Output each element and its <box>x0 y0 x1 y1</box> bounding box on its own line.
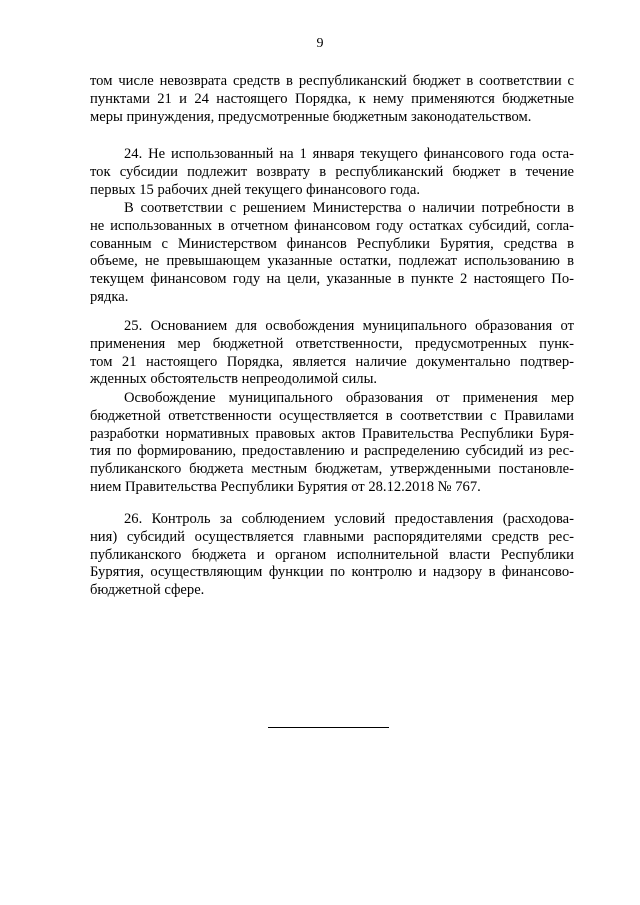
text-line: ния) субсидий осуществляется главными распорядителями средств рес- <box>90 528 574 545</box>
text-line: том 21 настоящего Порядка, является наличие документально подтвер- <box>90 353 574 370</box>
paragraph-24-continuation <box>90 200 574 307</box>
text-line: бюджетной сфере. <box>90 582 205 599</box>
paragraph-25-continuation <box>90 390 574 497</box>
text-line: бюджетной ответственности осуществляется в соответствии с Правилами <box>90 407 574 424</box>
text-line: первых 15 рабочих дней текущего финансового года. <box>90 181 421 198</box>
text-line: текущем финансовом году на цели, указанные в пункте 2 настоящего По- <box>90 271 574 288</box>
text-line: ток субсидии подлежит возврату в республиканский бюджет в течение <box>90 163 574 180</box>
text-line: рядка. <box>90 288 129 305</box>
paragraph-25 <box>90 318 574 389</box>
page-number: 9 <box>316 36 324 51</box>
text-line: меры принуждения, предусмотренные бюджетным законодательством. <box>90 108 532 125</box>
text-line: тия по формированию, предоставлению и распределению субсидий из рес- <box>90 443 574 460</box>
text-line: разработки нормативных правовых актов Правительства Республики Буря- <box>90 425 574 442</box>
text-line: применения мер бюджетной ответственности, предусмотренных пунк- <box>90 335 574 352</box>
text-line: том числе невозврата средств в республиканский бюджет в соответствии с <box>90 73 574 89</box>
paragraph-24 <box>90 146 574 199</box>
end-of-document-rule <box>268 727 389 728</box>
text-line: не использованных в отчетном финансовом году остатках субсидий, согла- <box>90 217 574 234</box>
paragraph-26 <box>90 511 574 600</box>
text-line: пунктами 21 и 24 настоящего Порядка, к нему применяются бюджетные <box>90 90 574 107</box>
text-line: Освобождение муниципального образования от применения мер <box>124 390 574 406</box>
text-line: нием Правительства Республики Бурятия от 28.12.2018 № 767. <box>90 478 481 495</box>
text-line: жденных обстоятельств непреодолимой силы. <box>90 371 378 388</box>
text-line: 25. Основанием для освобождения муниципального образования от <box>124 318 574 334</box>
text-line: публиканского бюджета местным бюджетам, утвержденными постановле- <box>90 461 574 478</box>
text-line: Бурятия, осуществляющим функции по контролю и надзору в финансово- <box>90 564 574 581</box>
text-line: объеме, не превышающем указанные остатки, подлежат использованию в <box>90 253 574 270</box>
text-line: сованным с Министерством финансов Республики Бурятия, средства в <box>90 235 574 252</box>
text-line: 24. Не использованный на 1 января текущего финансового года оста- <box>124 146 574 162</box>
text-line: публиканского бюджета и органом исполнительной власти Республики <box>90 546 574 563</box>
text-line: В соответствии с решением Министерства о наличии потребности в <box>124 200 574 216</box>
text-line: 26. Контроль за соблюдением условий предоставления (расходова- <box>124 511 574 527</box>
paragraph-continuation <box>90 73 574 126</box>
